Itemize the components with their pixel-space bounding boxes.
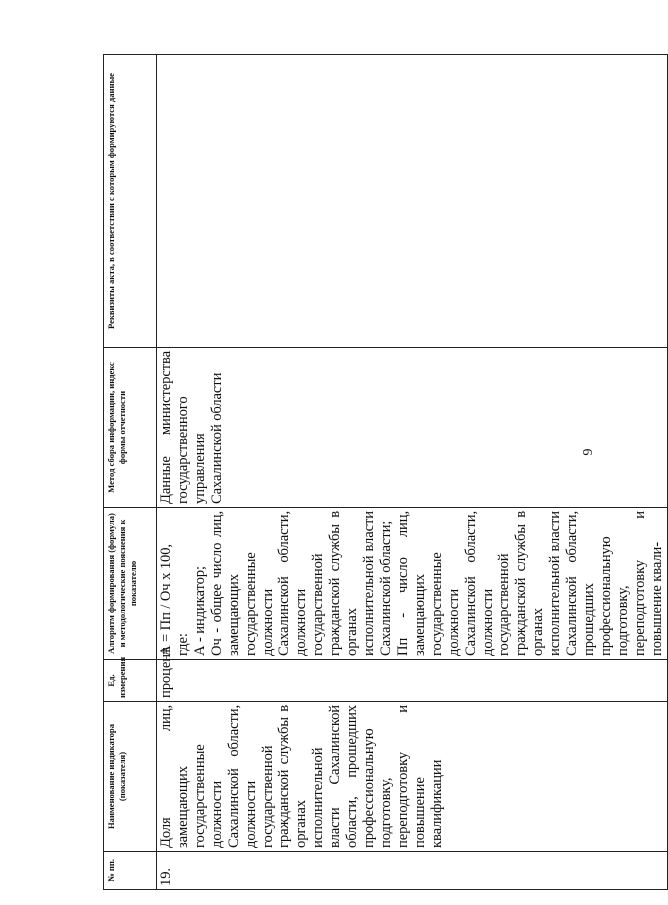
cell-name: Доля лиц, замещающих государственные должности Сахалинской области, должности государственной гражданской службы в органах исполнительной власти Сахалинской области, прошедших профессиональную подготовку, переподготовку и повышение квалификации — [157, 702, 668, 852]
cell-num: 19. — [157, 852, 668, 890]
cell-algorithm — [157, 508, 668, 660]
algorithm-formula: А = Пп / Оч х 100, — [158, 544, 174, 656]
indicator-table — [103, 54, 668, 890]
header-unit: Ед. измерения — [104, 660, 157, 702]
header-num: № пп. — [104, 852, 157, 890]
algorithm-def-a: А - индикатор; — [191, 566, 208, 656]
page-number: 6 — [579, 448, 594, 456]
algorithm-def-pp: Пп - число лиц, замещающих государственные должности Сахалинской области, должности государственной гражданской службы в органах исполнительной власти Сахалинской области, прошедших профессиональную подготовку, переподготовку и повышение квали- — [394, 511, 665, 656]
rotated-table-container — [103, 55, 665, 890]
cell-method: Данные министерства государственного управления Сахалинской области — [157, 348, 668, 508]
header-algorithm: Алгоритм формирования (формула) и методологические пояснения к показателю — [104, 508, 157, 660]
algorithm-where: где: — [174, 633, 191, 656]
cell-unit: процент — [157, 660, 668, 702]
header-method: Метод сбора информации, индекс формы отчетности — [104, 348, 157, 508]
table-row — [157, 55, 668, 890]
table-header-row — [104, 55, 157, 890]
header-name: Наименование индикатора (показателя) — [104, 702, 157, 852]
cell-requisites — [157, 55, 668, 348]
header-requisites: Реквизиты акта, в соответствии с которым формируются данные — [104, 55, 157, 348]
algorithm-def-och: Оч - общее число лиц, замещающих государственные должности Сахалинской области, должности государственной гражданской службы в органах исполнительной власти Сахалинской области; — [208, 511, 394, 656]
